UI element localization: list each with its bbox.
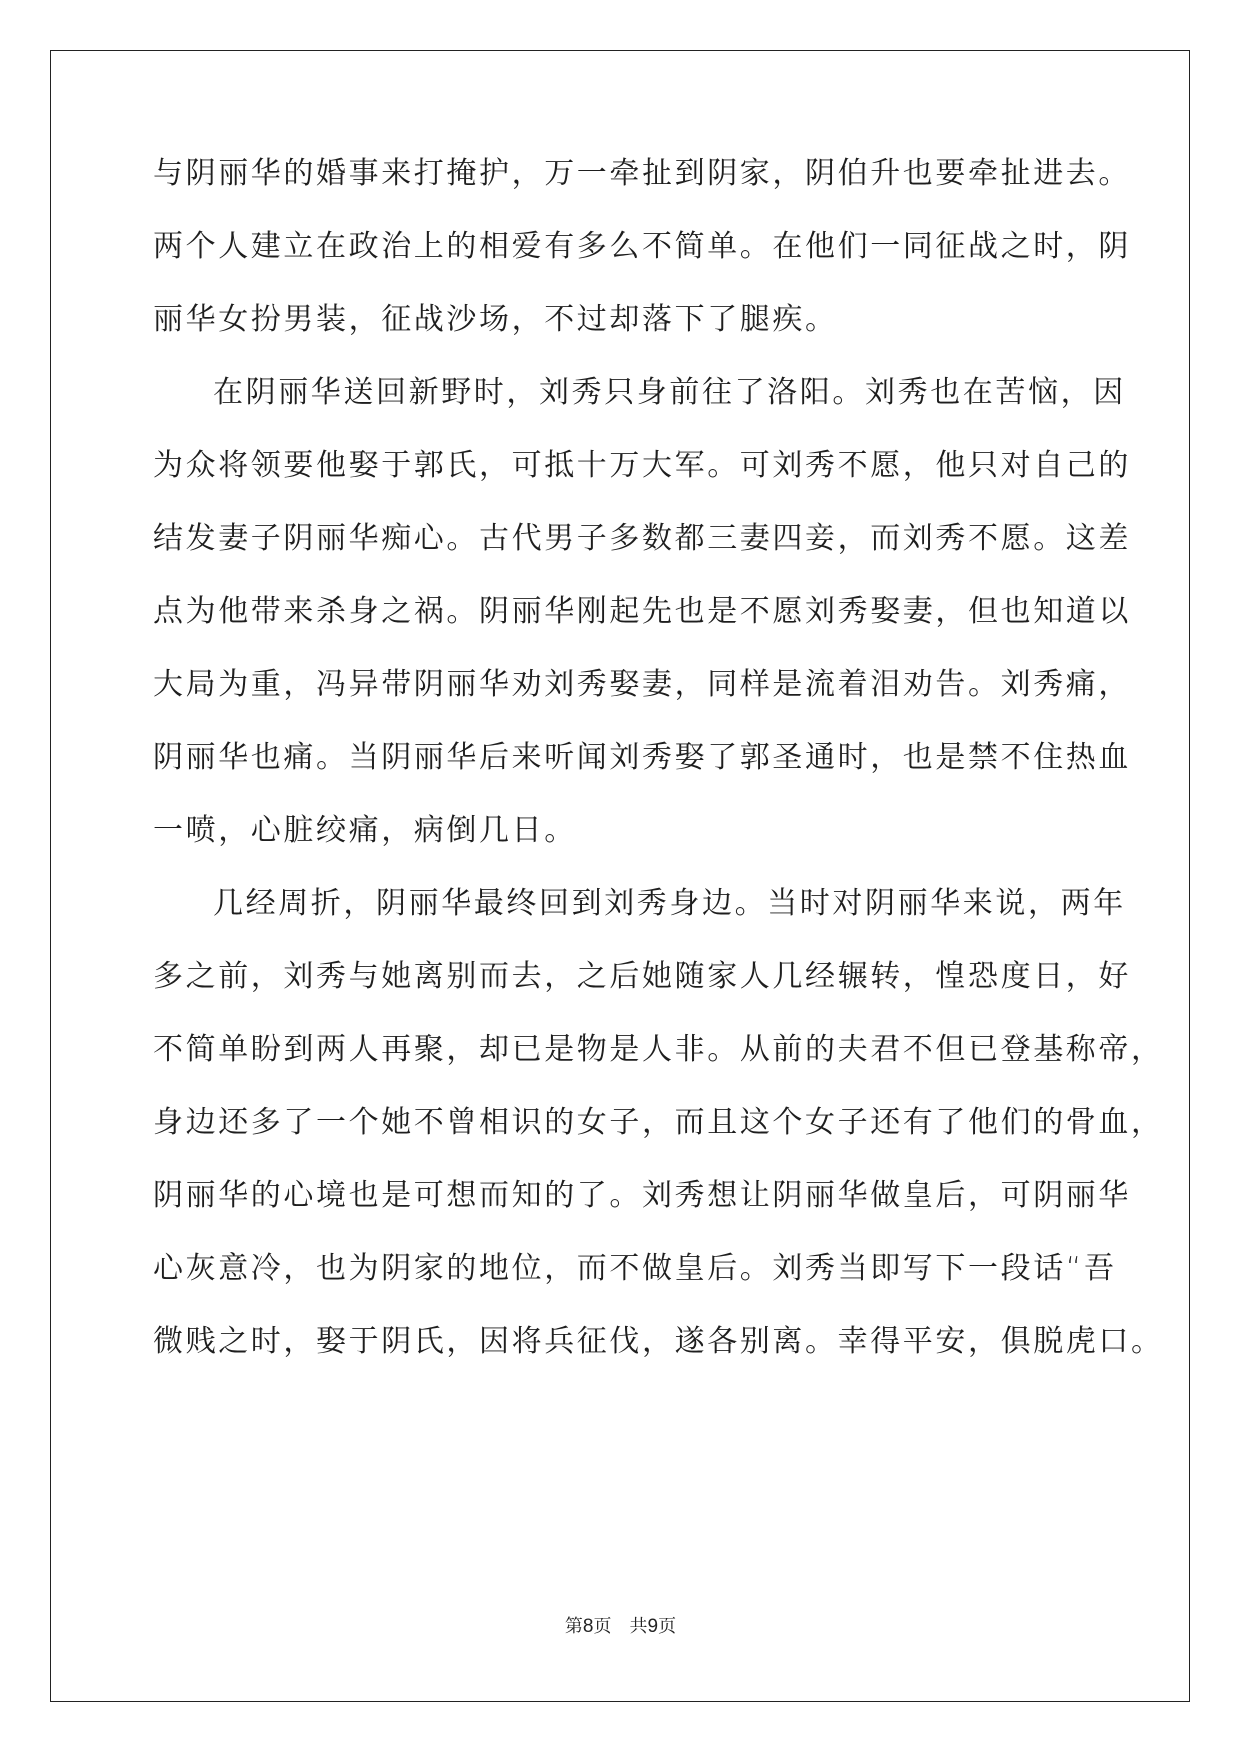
text-line: 结发妻子阴丽华痴心。古代男子多数都三妻四妾，而刘秀不愿。这差 xyxy=(153,521,1131,556)
text-line: 丽华女扮男装，征战沙场，不过却落下了腿疾。 xyxy=(153,302,838,337)
footer-total-prefix: 共 xyxy=(629,1616,648,1637)
text-line: 心灰意冷，也为阴家的地位，而不做皇后。刘秀当即写下一段话“吾 xyxy=(153,1251,1117,1286)
text-line: 为众将领要他娶于郭氏，可抵十万大军。可刘秀不愿，他只对自己的 xyxy=(153,448,1131,483)
text-line: 多之前，刘秀与她离别而去，之后她随家人几经辗转，惶恐度日，好 xyxy=(153,959,1131,994)
text-line: 几经周折，阴丽华最终回到刘秀身边。当时对阴丽华来说，两年 xyxy=(213,886,1126,921)
text-line: 不简单盼到两人再聚，却已是物是人非。从前的夫君不但已登基称帝， xyxy=(153,1032,1164,1067)
footer-page-suffix: 页 xyxy=(593,1616,612,1637)
footer-total-pages: 9 xyxy=(647,1616,659,1637)
footer-current-page: 8 xyxy=(582,1616,594,1637)
text-line: 阴丽华也痛。当阴丽华后来听闻刘秀娶了郭圣通时，也是禁不住热血 xyxy=(153,740,1131,775)
text-line: 一喷，心脏绞痛，病倒几日。 xyxy=(153,813,577,848)
text-line: 点为他带来杀身之祸。阴丽华刚起先也是不愿刘秀娶妻，但也知道以 xyxy=(153,594,1131,629)
text-line: 微贱之时，娶于阴氏，因将兵征伐，遂各别离。幸得平安，俱脱虎口。 xyxy=(153,1324,1164,1359)
text-line: 与阴丽华的婚事来打掩护，万一牵扯到阴家，阴伯升也要牵扯进去。 xyxy=(153,156,1131,191)
text-line: 阴丽华的心境也是可想而知的了。刘秀想让阴丽华做皇后，可阴丽华 xyxy=(153,1178,1131,1213)
text-line: 身边还多了一个她不曾相识的女子，而且这个女子还有了他们的骨血， xyxy=(153,1105,1164,1140)
footer-total-suffix: 页 xyxy=(658,1616,677,1637)
text-line: 在阴丽华送回新野时，刘秀只身前往了洛阳。刘秀也在苦恼，因 xyxy=(213,375,1126,410)
page-footer xyxy=(0,1612,1241,1638)
text-line: 两个人建立在政治上的相爱有多么不简单。在他们一同征战之时，阴 xyxy=(153,229,1131,264)
page-border xyxy=(50,50,1190,1702)
footer-page-prefix: 第 xyxy=(564,1616,583,1637)
text-line: 大局为重，冯异带阴丽华劝刘秀娶妻，同样是流着泪劝告。刘秀痛， xyxy=(153,667,1131,702)
